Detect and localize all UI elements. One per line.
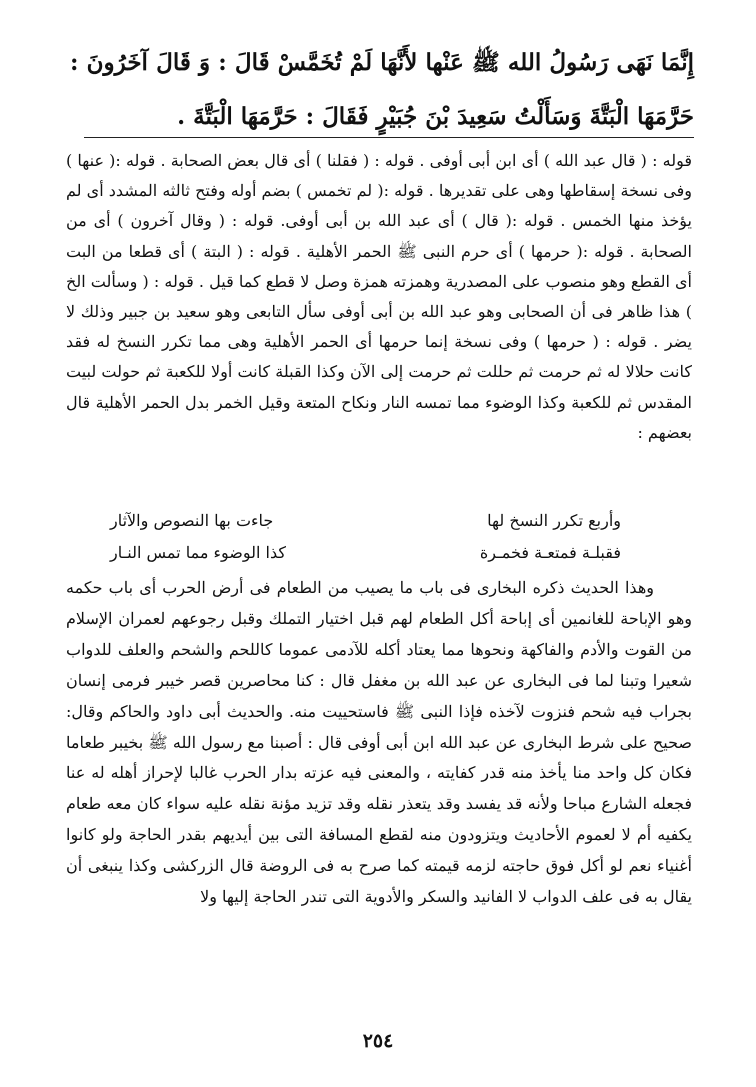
page-number: ٢٥٤: [362, 1030, 394, 1052]
separator-line: [84, 137, 694, 138]
commentary-paragraph: قوله : ( قال عبد الله ) أى ابن أبى أوفى . قوله : ( فقلنا ) أى قال بعض الصحابة . قوله :( عنها ) وفى نسخة إسقاطها وهى على تقديرها . قوله :( لم تخمس ) بضم أوله وفتح ثالثه المشدد أى لم يؤخذ منها الخمس . قوله :( قال ) أى عبد الله بن أبى أوفى. قوله : ( وقال آخرون ) أى من الصحابة . قوله :( حرمها ) أى حرم النبى ﷺ الحمر الأهلية . قوله : ( البتة ) أى قطعا من البت أى القطع وهو منصوب على المصدرية وهمزته همزة وصل لا قطع كما قيل . قوله : ( وسألت الخ ) هذا ظاهر فى أن الصحابى وهو عبد الله بن أبى أوفى سأل التابعى وهو سعيد بن جبير وذلك لا يضر . قوله : ( حرمها ) وفى نسخة إنما حرمها أى الحمر الأهلية وهى مما تكرر النسخ له فقد كانت حلالا له ثم حرمت ثم حللت ثم حرمت إلى الآن وكذا القبلة كانت أولا للكعبة ثم حولت لبيت المقدس ثم للكعبة وكذا الوضوء مما تمسه النار ونكاح المتعة وقيل الخمر بدل الحمر الأهلية قال بعضهم :: [66, 151, 692, 442]
poem-verses: [110, 505, 646, 569]
verse-row: [110, 537, 646, 569]
commentary-block: [66, 146, 692, 448]
verse-first-hemistich: وأربع تكرر النسخ لها: [487, 511, 621, 530]
verse-row: [110, 505, 646, 537]
verse-second-hemistich: كذا الوضوء مما تمس النـار: [110, 543, 286, 562]
commentary-paragraph: وهذا الحديث ذكره البخارى فى باب ما يصيب من الطعام فى أرض الحرب أى باب حكمه وهو الإباحة للغانمين أى إباحة أكل الطعام لهم قبل اختيار التملك وقبل رجوعهم لعمران الإسلام من القوت والأدم والفاكهة ونحوها مما يعتاد أكله للآدمى عموما كاللحم والشحم والعلف للدواب شعيرا وتبنا لما فى البخارى عن عبد الله بن مغفل قال : كنا محاصرين قصر خيبر فرمى إنسان بجراب فيه شحم فنزوت لآخذه فإذا النبى ﷺ فاستحييت منه. والحديث أبى داود والحاكم وقال: صحيح على شرط البخارى عن عبد الله ابن أبى أوفى قال : أصبنا مع رسول الله ﷺ بخيبر طعاما فكان كل واحد منا يأخذ منه قدر كفايته ، والمعنى فيه عزته بدار الحرب غالبا لإحراز أهله له عنا فجعله الشارع مباحا ولأنه قد يفسد وقد يتعذر نقله وقد تزيد مؤنة نقله عليه سواء كان معه طعام يكفيه أم لا لعموم الأحاديث ويتزودون منه لقطع المسافة التى بين أيديهم بقدر الحاجة ولو كانوا أغنياء نعم لو أكل فوق حاجته لزمه قيمته كما صرح به فى الروضة قال الزركشى وكذا ينبغى أن يقال به فى علف الدواب لا الفانيد والسكر والأدوية التى تندر الحاجة إليها ولا: [66, 578, 693, 907]
verse-second-hemistich: جاءت بها النصوص والآثار: [110, 511, 274, 530]
hadith-text: إِنَّمَا نَهَى رَسُولُ الله ﷺ عَنْها لأَنَّهَا لَمْ تُخَمَّسْ قَالَ : وَ قَالَ آخَرُونَ : حَرَّمَهَا الْبَتَّةَ وَسَأَلْتُ سَعِيدَ بْنَ جُبَيْرٍ فَقَالَ : حَرَّمَهَا الْبَتَّةَ .: [70, 49, 694, 130]
verse-first-hemistich: فقبلـة فمتعـة فخمـرة: [479, 543, 621, 562]
commentary-continuation: [66, 573, 692, 913]
